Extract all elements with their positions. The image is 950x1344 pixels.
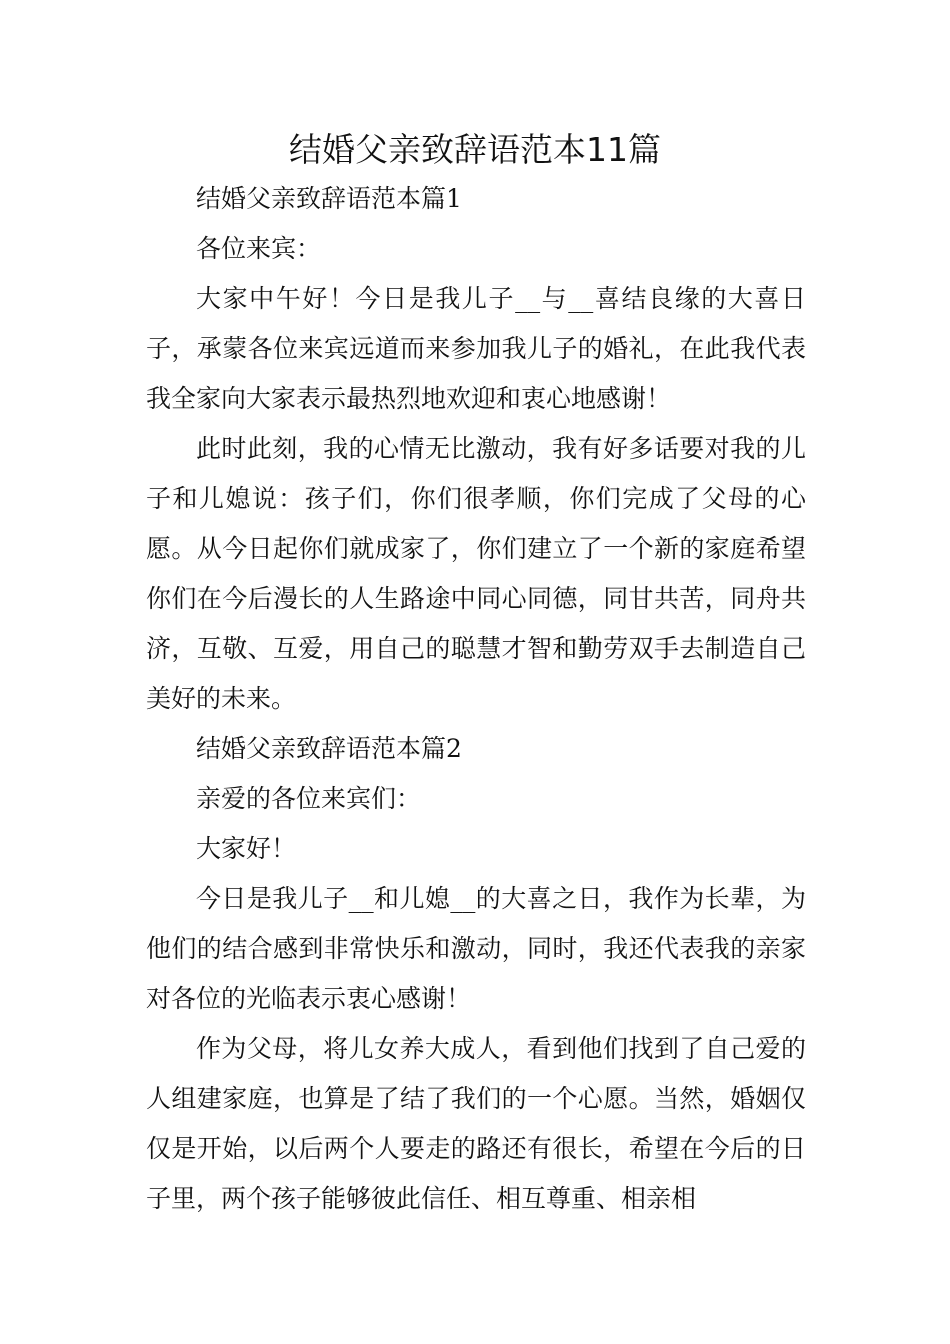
paragraph: 作为父母，将儿女养大成人，看到他们找到了自己爱的人组建家庭，也算是了结了我们的一个心愿。当然，婚姻仅仅是开始，以后两个人要走的路还有很长，希望在今后的日子里，两个孩子能够彼此信任、相互尊重、相亲相 [146, 1034, 806, 1213]
section-heading-2: 结婚父亲致辞语范本篇2 [196, 734, 462, 763]
salutation-2: 亲爱的各位来宾们： [196, 784, 422, 813]
document-title: 结婚父亲致辞语范本11篇 [289, 130, 661, 169]
paragraph: 大家中午好！今日是我儿子__与__喜结良缘的大喜日子，承蒙各位来宾远道而来参加我儿子的婚礼，在此我代表我全家向大家表示最热烈地欢迎和衷心地感谢！ [146, 284, 806, 413]
salutation-1: 各位来宾： [196, 234, 322, 263]
paragraph: 此时此刻，我的心情无比激动，我有好多话要对我的儿子和儿媳说：孩子们，你们很孝顺，你们完成了父母的心愿。从今日起你们就成家了，你们建立了一个新的家庭希望你们在今后漫长的人生路途中同心同德，同甘共苦，同舟共济，互敬、互爱，用自己的聪慧才智和勤劳双手去制造自己美好的未来。 [146, 434, 806, 713]
greeting: 大家好！ [196, 834, 297, 863]
document-body [146, 174, 806, 1224]
section-heading-1: 结婚父亲致辞语范本篇1 [196, 184, 462, 213]
paragraph: 今日是我儿子__和儿媳__的大喜之日，我作为长辈，为他们的结合感到非常快乐和激动，同时，我还代表我的亲家对各位的光临表示衷心感谢！ [146, 884, 806, 1013]
